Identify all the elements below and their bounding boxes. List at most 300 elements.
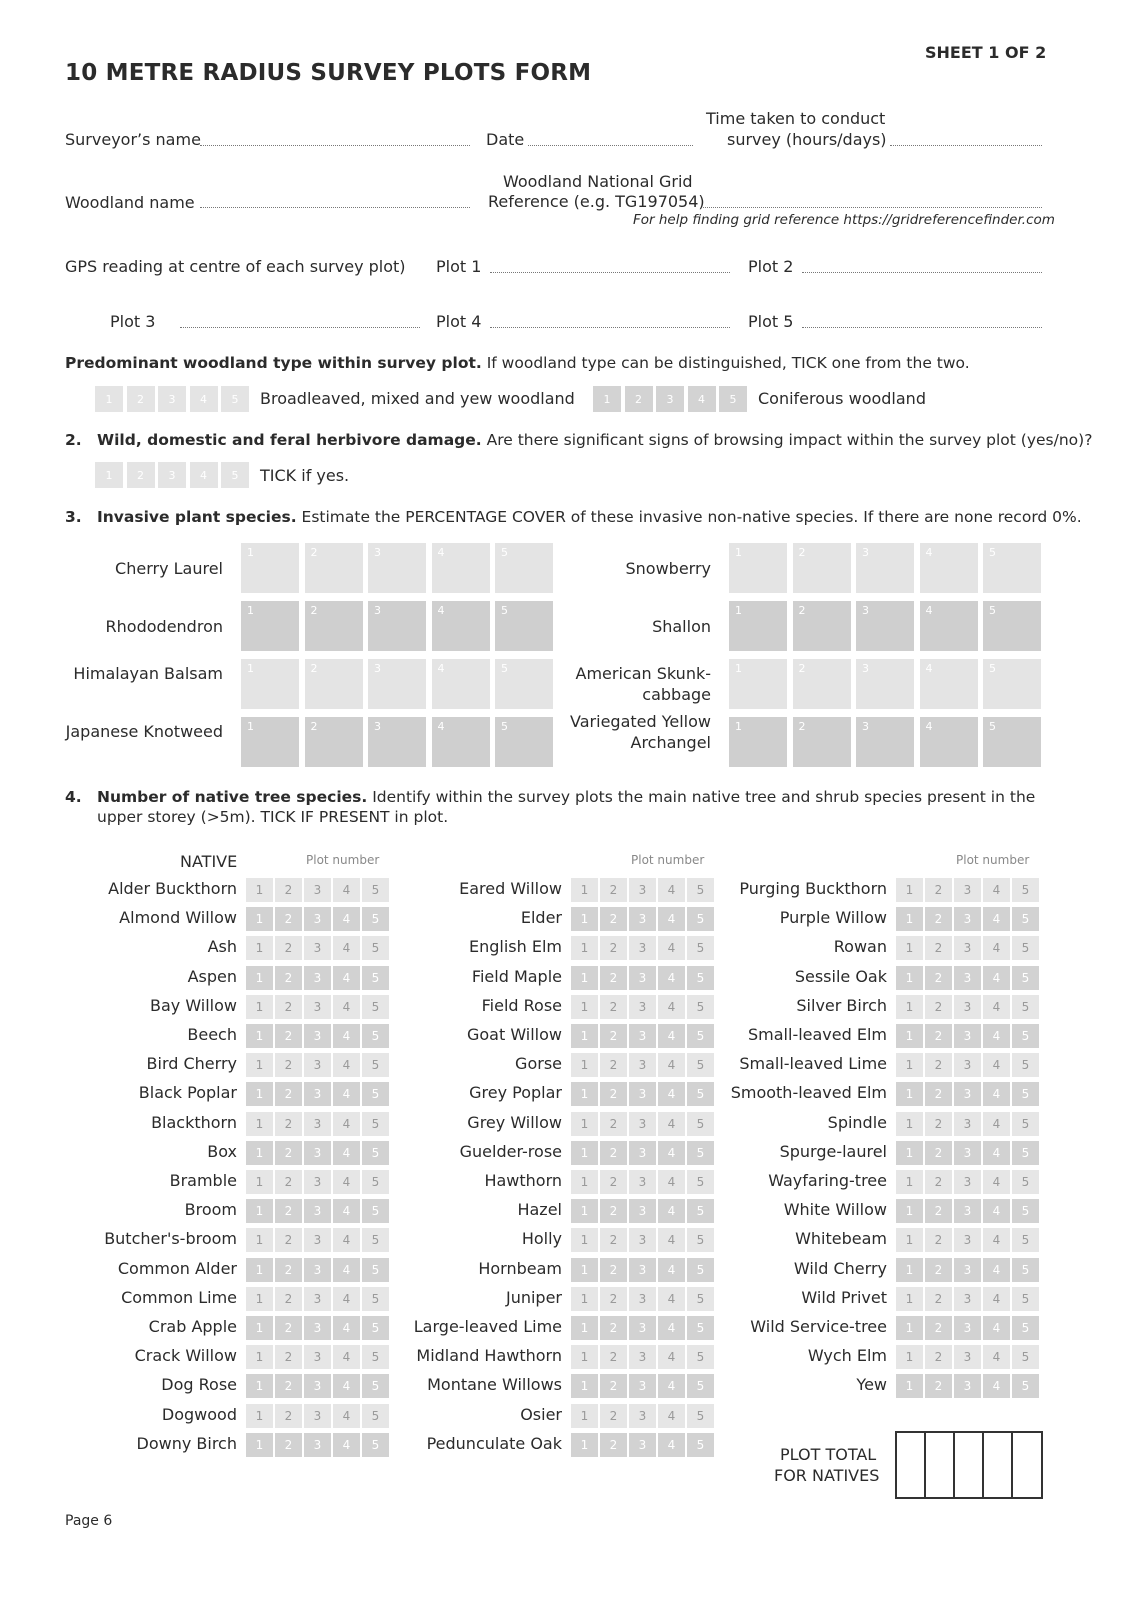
field-rose-plot-5-checkbox[interactable]: 5 — [687, 995, 714, 1019]
ash-plot-4-checkbox[interactable]: 4 — [333, 936, 360, 960]
sessile-oak-plot-4-checkbox[interactable]: 4 — [983, 966, 1010, 990]
holly-plot-5-checkbox[interactable]: 5 — [687, 1228, 714, 1252]
sessile-oak-plot-2-checkbox[interactable]: 2 — [925, 966, 952, 990]
aspen-plot-1-checkbox[interactable]: 1 — [246, 966, 273, 990]
small-leaved-elm-plot-5-checkbox[interactable]: 5 — [1012, 1024, 1039, 1048]
juniper-plot-2-checkbox[interactable]: 2 — [600, 1287, 627, 1311]
plot4-field[interactable] — [490, 327, 730, 328]
grey-willow-plot-1-checkbox[interactable]: 1 — [571, 1112, 598, 1136]
elder-plot-2-checkbox[interactable]: 2 — [600, 907, 627, 931]
broom-plot-3-checkbox[interactable]: 3 — [304, 1199, 331, 1223]
goat-willow-plot-1-checkbox[interactable]: 1 — [571, 1024, 598, 1048]
wych-elm-plot-3-checkbox[interactable]: 3 — [954, 1345, 981, 1369]
downy-birch-plot-5-checkbox[interactable]: 5 — [362, 1433, 389, 1457]
sessile-oak-plot-1-checkbox[interactable]: 1 — [896, 966, 923, 990]
tick-box-plot-2[interactable]: 2 — [127, 386, 155, 412]
snowberry-cover-plot-1[interactable]: 1 — [729, 543, 787, 593]
spurge-laurel-plot-5-checkbox[interactable]: 5 — [1012, 1141, 1039, 1165]
silver-birch-plot-4-checkbox[interactable]: 4 — [983, 995, 1010, 1019]
shallon-cover-plot-4[interactable]: 4 — [920, 601, 978, 651]
bird-cherry-plot-1-checkbox[interactable]: 1 — [246, 1053, 273, 1077]
butcher-s-broom-plot-2-checkbox[interactable]: 2 — [275, 1228, 302, 1252]
hawthorn-plot-3-checkbox[interactable]: 3 — [629, 1170, 656, 1194]
field-rose-plot-1-checkbox[interactable]: 1 — [571, 995, 598, 1019]
smooth-leaved-elm-plot-3-checkbox[interactable]: 3 — [954, 1082, 981, 1106]
goat-willow-plot-5-checkbox[interactable]: 5 — [687, 1024, 714, 1048]
small-leaved-lime-plot-5-checkbox[interactable]: 5 — [1012, 1053, 1039, 1077]
spurge-laurel-plot-2-checkbox[interactable]: 2 — [925, 1141, 952, 1165]
guelder-rose-plot-4-checkbox[interactable]: 4 — [658, 1141, 685, 1165]
wayfaring-tree-plot-2-checkbox[interactable]: 2 — [925, 1170, 952, 1194]
bird-cherry-plot-3-checkbox[interactable]: 3 — [304, 1053, 331, 1077]
large-leaved-lime-plot-2-checkbox[interactable]: 2 — [600, 1316, 627, 1340]
whitebeam-plot-1-checkbox[interactable]: 1 — [896, 1228, 923, 1252]
juniper-plot-5-checkbox[interactable]: 5 — [687, 1287, 714, 1311]
gorse-plot-5-checkbox[interactable]: 5 — [687, 1053, 714, 1077]
bramble-plot-1-checkbox[interactable]: 1 — [246, 1170, 273, 1194]
holly-plot-2-checkbox[interactable]: 2 — [600, 1228, 627, 1252]
montane-willows-plot-4-checkbox[interactable]: 4 — [658, 1374, 685, 1398]
alder-buckthorn-plot-5-checkbox[interactable]: 5 — [362, 878, 389, 902]
small-leaved-lime-plot-4-checkbox[interactable]: 4 — [983, 1053, 1010, 1077]
variegated-yellow-archangel-cover-plot-1[interactable]: 1 — [729, 717, 787, 767]
wild-cherry-plot-1-checkbox[interactable]: 1 — [896, 1258, 923, 1282]
crab-apple-plot-1-checkbox[interactable]: 1 — [246, 1316, 273, 1340]
butcher-s-broom-plot-3-checkbox[interactable]: 3 — [304, 1228, 331, 1252]
sessile-oak-plot-3-checkbox[interactable]: 3 — [954, 966, 981, 990]
tick-box-plot-1[interactable]: 1 — [593, 386, 621, 412]
smooth-leaved-elm-plot-1-checkbox[interactable]: 1 — [896, 1082, 923, 1106]
holly-plot-3-checkbox[interactable]: 3 — [629, 1228, 656, 1252]
purging-buckthorn-plot-3-checkbox[interactable]: 3 — [954, 878, 981, 902]
box-plot-2-checkbox[interactable]: 2 — [275, 1141, 302, 1165]
eared-willow-plot-3-checkbox[interactable]: 3 — [629, 878, 656, 902]
smooth-leaved-elm-plot-4-checkbox[interactable]: 4 — [983, 1082, 1010, 1106]
ash-plot-3-checkbox[interactable]: 3 — [304, 936, 331, 960]
snowberry-cover-plot-5[interactable]: 5 — [983, 543, 1041, 593]
variegated-yellow-archangel-cover-plot-5[interactable]: 5 — [983, 717, 1041, 767]
shallon-cover-plot-3[interactable]: 3 — [856, 601, 914, 651]
crab-apple-plot-5-checkbox[interactable]: 5 — [362, 1316, 389, 1340]
dogwood-plot-2-checkbox[interactable]: 2 — [275, 1404, 302, 1428]
common-alder-plot-4-checkbox[interactable]: 4 — [333, 1258, 360, 1282]
yew-plot-2-checkbox[interactable]: 2 — [925, 1374, 952, 1398]
purple-willow-plot-1-checkbox[interactable]: 1 — [896, 907, 923, 931]
whitebeam-plot-5-checkbox[interactable]: 5 — [1012, 1228, 1039, 1252]
rowan-plot-2-checkbox[interactable]: 2 — [925, 936, 952, 960]
english-elm-plot-3-checkbox[interactable]: 3 — [629, 936, 656, 960]
bay-willow-plot-5-checkbox[interactable]: 5 — [362, 995, 389, 1019]
crab-apple-plot-4-checkbox[interactable]: 4 — [333, 1316, 360, 1340]
alder-buckthorn-plot-3-checkbox[interactable]: 3 — [304, 878, 331, 902]
small-leaved-elm-plot-4-checkbox[interactable]: 4 — [983, 1024, 1010, 1048]
small-leaved-lime-plot-1-checkbox[interactable]: 1 — [896, 1053, 923, 1077]
black-poplar-plot-5-checkbox[interactable]: 5 — [362, 1082, 389, 1106]
beech-plot-1-checkbox[interactable]: 1 — [246, 1024, 273, 1048]
silver-birch-plot-2-checkbox[interactable]: 2 — [925, 995, 952, 1019]
hawthorn-plot-1-checkbox[interactable]: 1 — [571, 1170, 598, 1194]
almond-willow-plot-3-checkbox[interactable]: 3 — [304, 907, 331, 931]
yew-plot-1-checkbox[interactable]: 1 — [896, 1374, 923, 1398]
small-leaved-elm-plot-1-checkbox[interactable]: 1 — [896, 1024, 923, 1048]
common-lime-plot-4-checkbox[interactable]: 4 — [333, 1287, 360, 1311]
english-elm-plot-5-checkbox[interactable]: 5 — [687, 936, 714, 960]
montane-willows-plot-2-checkbox[interactable]: 2 — [600, 1374, 627, 1398]
spindle-plot-3-checkbox[interactable]: 3 — [954, 1112, 981, 1136]
purple-willow-plot-4-checkbox[interactable]: 4 — [983, 907, 1010, 931]
box-plot-4-checkbox[interactable]: 4 — [333, 1141, 360, 1165]
himalayan-balsam-cover-plot-3[interactable]: 3 — [368, 659, 426, 709]
plot5-field[interactable] — [802, 327, 1042, 328]
eared-willow-plot-5-checkbox[interactable]: 5 — [687, 878, 714, 902]
crack-willow-plot-1-checkbox[interactable]: 1 — [246, 1345, 273, 1369]
bird-cherry-plot-2-checkbox[interactable]: 2 — [275, 1053, 302, 1077]
white-willow-plot-5-checkbox[interactable]: 5 — [1012, 1199, 1039, 1223]
almond-willow-plot-2-checkbox[interactable]: 2 — [275, 907, 302, 931]
cherry-laurel-cover-plot-3[interactable]: 3 — [368, 543, 426, 593]
wild-cherry-plot-4-checkbox[interactable]: 4 — [983, 1258, 1010, 1282]
guelder-rose-plot-2-checkbox[interactable]: 2 — [600, 1141, 627, 1165]
eared-willow-plot-4-checkbox[interactable]: 4 — [658, 878, 685, 902]
midland-hawthorn-plot-5-checkbox[interactable]: 5 — [687, 1345, 714, 1369]
bramble-plot-5-checkbox[interactable]: 5 — [362, 1170, 389, 1194]
osier-plot-4-checkbox[interactable]: 4 — [658, 1404, 685, 1428]
plot1-field[interactable] — [490, 272, 730, 273]
cherry-laurel-cover-plot-1[interactable]: 1 — [241, 543, 299, 593]
wild-service-tree-plot-4-checkbox[interactable]: 4 — [983, 1316, 1010, 1340]
spurge-laurel-plot-3-checkbox[interactable]: 3 — [954, 1141, 981, 1165]
wild-privet-plot-5-checkbox[interactable]: 5 — [1012, 1287, 1039, 1311]
english-elm-plot-1-checkbox[interactable]: 1 — [571, 936, 598, 960]
gorse-plot-4-checkbox[interactable]: 4 — [658, 1053, 685, 1077]
aspen-plot-5-checkbox[interactable]: 5 — [362, 966, 389, 990]
rhododendron-cover-plot-2[interactable]: 2 — [305, 601, 363, 651]
bramble-plot-2-checkbox[interactable]: 2 — [275, 1170, 302, 1194]
tick-box-plot-4[interactable]: 4 — [190, 462, 218, 488]
surveyor-field[interactable] — [200, 145, 470, 146]
woodland-field[interactable] — [200, 207, 470, 208]
alder-buckthorn-plot-1-checkbox[interactable]: 1 — [246, 878, 273, 902]
osier-plot-1-checkbox[interactable]: 1 — [571, 1404, 598, 1428]
tick-box-plot-5[interactable]: 5 — [221, 386, 249, 412]
japanese-knotweed-cover-plot-3[interactable]: 3 — [368, 717, 426, 767]
black-poplar-plot-4-checkbox[interactable]: 4 — [333, 1082, 360, 1106]
variegated-yellow-archangel-cover-plot-2[interactable]: 2 — [793, 717, 851, 767]
variegated-yellow-archangel-cover-plot-3[interactable]: 3 — [856, 717, 914, 767]
grey-poplar-plot-4-checkbox[interactable]: 4 — [658, 1082, 685, 1106]
purging-buckthorn-plot-4-checkbox[interactable]: 4 — [983, 878, 1010, 902]
aspen-plot-2-checkbox[interactable]: 2 — [275, 966, 302, 990]
wayfaring-tree-plot-3-checkbox[interactable]: 3 — [954, 1170, 981, 1194]
almond-willow-plot-4-checkbox[interactable]: 4 — [333, 907, 360, 931]
wild-cherry-plot-5-checkbox[interactable]: 5 — [1012, 1258, 1039, 1282]
american-skunk-cabbage-cover-plot-4[interactable]: 4 — [920, 659, 978, 709]
grey-willow-plot-2-checkbox[interactable]: 2 — [600, 1112, 627, 1136]
tick-box-plot-3[interactable]: 3 — [656, 386, 684, 412]
spindle-plot-4-checkbox[interactable]: 4 — [983, 1112, 1010, 1136]
sessile-oak-plot-5-checkbox[interactable]: 5 — [1012, 966, 1039, 990]
spurge-laurel-plot-1-checkbox[interactable]: 1 — [896, 1141, 923, 1165]
almond-willow-plot-1-checkbox[interactable]: 1 — [246, 907, 273, 931]
downy-birch-plot-2-checkbox[interactable]: 2 — [275, 1433, 302, 1457]
wych-elm-plot-5-checkbox[interactable]: 5 — [1012, 1345, 1039, 1369]
grey-poplar-plot-1-checkbox[interactable]: 1 — [571, 1082, 598, 1106]
field-maple-plot-1-checkbox[interactable]: 1 — [571, 966, 598, 990]
ash-plot-1-checkbox[interactable]: 1 — [246, 936, 273, 960]
goat-willow-plot-4-checkbox[interactable]: 4 — [658, 1024, 685, 1048]
midland-hawthorn-plot-4-checkbox[interactable]: 4 — [658, 1345, 685, 1369]
white-willow-plot-2-checkbox[interactable]: 2 — [925, 1199, 952, 1223]
rowan-plot-4-checkbox[interactable]: 4 — [983, 936, 1010, 960]
crack-willow-plot-3-checkbox[interactable]: 3 — [304, 1345, 331, 1369]
downy-birch-plot-4-checkbox[interactable]: 4 — [333, 1433, 360, 1457]
dogwood-plot-1-checkbox[interactable]: 1 — [246, 1404, 273, 1428]
broom-plot-2-checkbox[interactable]: 2 — [275, 1199, 302, 1223]
spindle-plot-1-checkbox[interactable]: 1 — [896, 1112, 923, 1136]
large-leaved-lime-plot-1-checkbox[interactable]: 1 — [571, 1316, 598, 1340]
wayfaring-tree-plot-5-checkbox[interactable]: 5 — [1012, 1170, 1039, 1194]
dog-rose-plot-4-checkbox[interactable]: 4 — [333, 1374, 360, 1398]
spindle-plot-5-checkbox[interactable]: 5 — [1012, 1112, 1039, 1136]
yew-plot-5-checkbox[interactable]: 5 — [1012, 1374, 1039, 1398]
purging-buckthorn-plot-1-checkbox[interactable]: 1 — [896, 878, 923, 902]
dogwood-plot-3-checkbox[interactable]: 3 — [304, 1404, 331, 1428]
beech-plot-5-checkbox[interactable]: 5 — [362, 1024, 389, 1048]
wild-service-tree-plot-2-checkbox[interactable]: 2 — [925, 1316, 952, 1340]
small-leaved-lime-plot-2-checkbox[interactable]: 2 — [925, 1053, 952, 1077]
date-field[interactable] — [528, 145, 693, 146]
black-poplar-plot-1-checkbox[interactable]: 1 — [246, 1082, 273, 1106]
variegated-yellow-archangel-cover-plot-4[interactable]: 4 — [920, 717, 978, 767]
wild-cherry-plot-3-checkbox[interactable]: 3 — [954, 1258, 981, 1282]
montane-willows-plot-1-checkbox[interactable]: 1 — [571, 1374, 598, 1398]
bird-cherry-plot-5-checkbox[interactable]: 5 — [362, 1053, 389, 1077]
purple-willow-plot-5-checkbox[interactable]: 5 — [1012, 907, 1039, 931]
wayfaring-tree-plot-4-checkbox[interactable]: 4 — [983, 1170, 1010, 1194]
common-alder-plot-2-checkbox[interactable]: 2 — [275, 1258, 302, 1282]
ash-plot-2-checkbox[interactable]: 2 — [275, 936, 302, 960]
eared-willow-plot-1-checkbox[interactable]: 1 — [571, 878, 598, 902]
juniper-plot-3-checkbox[interactable]: 3 — [629, 1287, 656, 1311]
hazel-plot-2-checkbox[interactable]: 2 — [600, 1199, 627, 1223]
whitebeam-plot-2-checkbox[interactable]: 2 — [925, 1228, 952, 1252]
crack-willow-plot-4-checkbox[interactable]: 4 — [333, 1345, 360, 1369]
hazel-plot-4-checkbox[interactable]: 4 — [658, 1199, 685, 1223]
tick-box-plot-4[interactable]: 4 — [190, 386, 218, 412]
black-poplar-plot-3-checkbox[interactable]: 3 — [304, 1082, 331, 1106]
bird-cherry-plot-4-checkbox[interactable]: 4 — [333, 1053, 360, 1077]
large-leaved-lime-plot-5-checkbox[interactable]: 5 — [687, 1316, 714, 1340]
wayfaring-tree-plot-1-checkbox[interactable]: 1 — [896, 1170, 923, 1194]
small-leaved-elm-plot-3-checkbox[interactable]: 3 — [954, 1024, 981, 1048]
hornbeam-plot-3-checkbox[interactable]: 3 — [629, 1258, 656, 1282]
hawthorn-plot-4-checkbox[interactable]: 4 — [658, 1170, 685, 1194]
japanese-knotweed-cover-plot-2[interactable]: 2 — [305, 717, 363, 767]
bramble-plot-3-checkbox[interactable]: 3 — [304, 1170, 331, 1194]
montane-willows-plot-5-checkbox[interactable]: 5 — [687, 1374, 714, 1398]
aspen-plot-4-checkbox[interactable]: 4 — [333, 966, 360, 990]
hornbeam-plot-1-checkbox[interactable]: 1 — [571, 1258, 598, 1282]
tick-box-plot-3[interactable]: 3 — [158, 386, 186, 412]
field-maple-plot-3-checkbox[interactable]: 3 — [629, 966, 656, 990]
purging-buckthorn-plot-5-checkbox[interactable]: 5 — [1012, 878, 1039, 902]
goat-willow-plot-2-checkbox[interactable]: 2 — [600, 1024, 627, 1048]
goat-willow-plot-3-checkbox[interactable]: 3 — [629, 1024, 656, 1048]
beech-plot-2-checkbox[interactable]: 2 — [275, 1024, 302, 1048]
shallon-cover-plot-5[interactable]: 5 — [983, 601, 1041, 651]
downy-birch-plot-1-checkbox[interactable]: 1 — [246, 1433, 273, 1457]
white-willow-plot-4-checkbox[interactable]: 4 — [983, 1199, 1010, 1223]
rhododendron-cover-plot-3[interactable]: 3 — [368, 601, 426, 651]
tick-box-plot-5[interactable]: 5 — [719, 386, 747, 412]
japanese-knotweed-cover-plot-1[interactable]: 1 — [241, 717, 299, 767]
midland-hawthorn-plot-2-checkbox[interactable]: 2 — [600, 1345, 627, 1369]
wild-privet-plot-4-checkbox[interactable]: 4 — [983, 1287, 1010, 1311]
tick-box-plot-2[interactable]: 2 — [127, 462, 155, 488]
common-lime-plot-2-checkbox[interactable]: 2 — [275, 1287, 302, 1311]
bay-willow-plot-2-checkbox[interactable]: 2 — [275, 995, 302, 1019]
english-elm-plot-2-checkbox[interactable]: 2 — [600, 936, 627, 960]
wild-privet-plot-1-checkbox[interactable]: 1 — [896, 1287, 923, 1311]
hawthorn-plot-5-checkbox[interactable]: 5 — [687, 1170, 714, 1194]
plot-total-box[interactable] — [895, 1431, 1043, 1499]
bramble-plot-4-checkbox[interactable]: 4 — [333, 1170, 360, 1194]
shallon-cover-plot-2[interactable]: 2 — [793, 601, 851, 651]
bay-willow-plot-1-checkbox[interactable]: 1 — [246, 995, 273, 1019]
grey-poplar-plot-3-checkbox[interactable]: 3 — [629, 1082, 656, 1106]
field-maple-plot-4-checkbox[interactable]: 4 — [658, 966, 685, 990]
tick-box-plot-5[interactable]: 5 — [221, 462, 249, 488]
tick-box-plot-4[interactable]: 4 — [688, 386, 716, 412]
beech-plot-4-checkbox[interactable]: 4 — [333, 1024, 360, 1048]
himalayan-balsam-cover-plot-2[interactable]: 2 — [305, 659, 363, 709]
american-skunk-cabbage-cover-plot-3[interactable]: 3 — [856, 659, 914, 709]
wych-elm-plot-4-checkbox[interactable]: 4 — [983, 1345, 1010, 1369]
black-poplar-plot-2-checkbox[interactable]: 2 — [275, 1082, 302, 1106]
crab-apple-plot-3-checkbox[interactable]: 3 — [304, 1316, 331, 1340]
pedunculate-oak-plot-1-checkbox[interactable]: 1 — [571, 1433, 598, 1457]
dog-rose-plot-5-checkbox[interactable]: 5 — [362, 1374, 389, 1398]
himalayan-balsam-cover-plot-4[interactable]: 4 — [432, 659, 490, 709]
wych-elm-plot-1-checkbox[interactable]: 1 — [896, 1345, 923, 1369]
pedunculate-oak-plot-2-checkbox[interactable]: 2 — [600, 1433, 627, 1457]
rowan-plot-3-checkbox[interactable]: 3 — [954, 936, 981, 960]
dog-rose-plot-1-checkbox[interactable]: 1 — [246, 1374, 273, 1398]
small-leaved-elm-plot-2-checkbox[interactable]: 2 — [925, 1024, 952, 1048]
wild-cherry-plot-2-checkbox[interactable]: 2 — [925, 1258, 952, 1282]
blackthorn-plot-2-checkbox[interactable]: 2 — [275, 1112, 302, 1136]
box-plot-3-checkbox[interactable]: 3 — [304, 1141, 331, 1165]
butcher-s-broom-plot-4-checkbox[interactable]: 4 — [333, 1228, 360, 1252]
silver-birch-plot-3-checkbox[interactable]: 3 — [954, 995, 981, 1019]
common-lime-plot-5-checkbox[interactable]: 5 — [362, 1287, 389, 1311]
hornbeam-plot-2-checkbox[interactable]: 2 — [600, 1258, 627, 1282]
broom-plot-1-checkbox[interactable]: 1 — [246, 1199, 273, 1223]
hazel-plot-1-checkbox[interactable]: 1 — [571, 1199, 598, 1223]
alder-buckthorn-plot-4-checkbox[interactable]: 4 — [333, 878, 360, 902]
tick-box-plot-2[interactable]: 2 — [625, 386, 653, 412]
tick-box-plot-3[interactable]: 3 — [158, 462, 186, 488]
gorse-plot-3-checkbox[interactable]: 3 — [629, 1053, 656, 1077]
elder-plot-1-checkbox[interactable]: 1 — [571, 907, 598, 931]
juniper-plot-1-checkbox[interactable]: 1 — [571, 1287, 598, 1311]
himalayan-balsam-cover-plot-5[interactable]: 5 — [495, 659, 553, 709]
cherry-laurel-cover-plot-5[interactable]: 5 — [495, 543, 553, 593]
box-plot-5-checkbox[interactable]: 5 — [362, 1141, 389, 1165]
wild-privet-plot-3-checkbox[interactable]: 3 — [954, 1287, 981, 1311]
guelder-rose-plot-5-checkbox[interactable]: 5 — [687, 1141, 714, 1165]
large-leaved-lime-plot-3-checkbox[interactable]: 3 — [629, 1316, 656, 1340]
dogwood-plot-5-checkbox[interactable]: 5 — [362, 1404, 389, 1428]
cherry-laurel-cover-plot-4[interactable]: 4 — [432, 543, 490, 593]
common-lime-plot-1-checkbox[interactable]: 1 — [246, 1287, 273, 1311]
purple-willow-plot-3-checkbox[interactable]: 3 — [954, 907, 981, 931]
ash-plot-5-checkbox[interactable]: 5 — [362, 936, 389, 960]
guelder-rose-plot-3-checkbox[interactable]: 3 — [629, 1141, 656, 1165]
spurge-laurel-plot-4-checkbox[interactable]: 4 — [983, 1141, 1010, 1165]
hornbeam-plot-4-checkbox[interactable]: 4 — [658, 1258, 685, 1282]
common-alder-plot-5-checkbox[interactable]: 5 — [362, 1258, 389, 1282]
silver-birch-plot-1-checkbox[interactable]: 1 — [896, 995, 923, 1019]
holly-plot-4-checkbox[interactable]: 4 — [658, 1228, 685, 1252]
rowan-plot-5-checkbox[interactable]: 5 — [1012, 936, 1039, 960]
broom-plot-5-checkbox[interactable]: 5 — [362, 1199, 389, 1223]
small-leaved-lime-plot-3-checkbox[interactable]: 3 — [954, 1053, 981, 1077]
smooth-leaved-elm-plot-5-checkbox[interactable]: 5 — [1012, 1082, 1039, 1106]
wild-privet-plot-2-checkbox[interactable]: 2 — [925, 1287, 952, 1311]
tick-box-plot-1[interactable]: 1 — [95, 462, 123, 488]
elder-plot-5-checkbox[interactable]: 5 — [687, 907, 714, 931]
snowberry-cover-plot-3[interactable]: 3 — [856, 543, 914, 593]
osier-plot-5-checkbox[interactable]: 5 — [687, 1404, 714, 1428]
plot2-field[interactable] — [802, 272, 1042, 273]
wild-service-tree-plot-3-checkbox[interactable]: 3 — [954, 1316, 981, 1340]
dog-rose-plot-3-checkbox[interactable]: 3 — [304, 1374, 331, 1398]
yew-plot-4-checkbox[interactable]: 4 — [983, 1374, 1010, 1398]
juniper-plot-4-checkbox[interactable]: 4 — [658, 1287, 685, 1311]
blackthorn-plot-5-checkbox[interactable]: 5 — [362, 1112, 389, 1136]
american-skunk-cabbage-cover-plot-2[interactable]: 2 — [793, 659, 851, 709]
tick-box-plot-1[interactable]: 1 — [95, 386, 123, 412]
crab-apple-plot-2-checkbox[interactable]: 2 — [275, 1316, 302, 1340]
midland-hawthorn-plot-3-checkbox[interactable]: 3 — [629, 1345, 656, 1369]
bay-willow-plot-3-checkbox[interactable]: 3 — [304, 995, 331, 1019]
spindle-plot-2-checkbox[interactable]: 2 — [925, 1112, 952, 1136]
purple-willow-plot-2-checkbox[interactable]: 2 — [925, 907, 952, 931]
rhododendron-cover-plot-1[interactable]: 1 — [241, 601, 299, 651]
crack-willow-plot-5-checkbox[interactable]: 5 — [362, 1345, 389, 1369]
field-rose-plot-3-checkbox[interactable]: 3 — [629, 995, 656, 1019]
grey-willow-plot-3-checkbox[interactable]: 3 — [629, 1112, 656, 1136]
hazel-plot-3-checkbox[interactable]: 3 — [629, 1199, 656, 1223]
pedunculate-oak-plot-3-checkbox[interactable]: 3 — [629, 1433, 656, 1457]
himalayan-balsam-cover-plot-1[interactable]: 1 — [241, 659, 299, 709]
hawthorn-plot-2-checkbox[interactable]: 2 — [600, 1170, 627, 1194]
blackthorn-plot-4-checkbox[interactable]: 4 — [333, 1112, 360, 1136]
rhododendron-cover-plot-4[interactable]: 4 — [432, 601, 490, 651]
plot3-field[interactable] — [180, 327, 420, 328]
holly-plot-1-checkbox[interactable]: 1 — [571, 1228, 598, 1252]
dog-rose-plot-2-checkbox[interactable]: 2 — [275, 1374, 302, 1398]
american-skunk-cabbage-cover-plot-5[interactable]: 5 — [983, 659, 1041, 709]
common-lime-plot-3-checkbox[interactable]: 3 — [304, 1287, 331, 1311]
montane-willows-plot-3-checkbox[interactable]: 3 — [629, 1374, 656, 1398]
grey-poplar-plot-5-checkbox[interactable]: 5 — [687, 1082, 714, 1106]
american-skunk-cabbage-cover-plot-1[interactable]: 1 — [729, 659, 787, 709]
hornbeam-plot-5-checkbox[interactable]: 5 — [687, 1258, 714, 1282]
field-rose-plot-4-checkbox[interactable]: 4 — [658, 995, 685, 1019]
shallon-cover-plot-1[interactable]: 1 — [729, 601, 787, 651]
